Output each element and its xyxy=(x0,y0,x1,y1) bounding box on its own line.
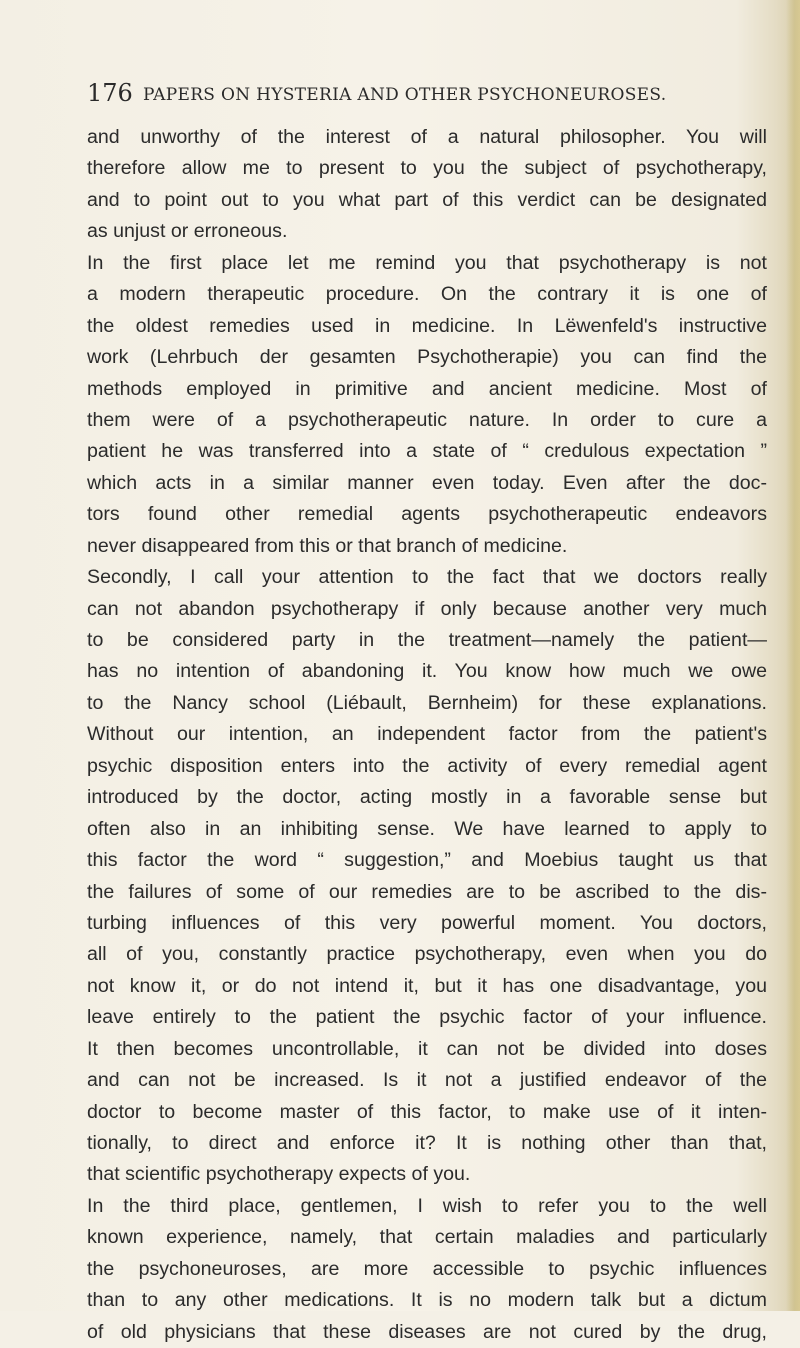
text-line: introduced by the doctor, acting mostly in a favorable sense but xyxy=(87,786,767,809)
text-line: known experience, namely, that certain maladies and particularly xyxy=(87,1226,767,1249)
text-line: the psychoneuroses, are more accessible to psychic influences xyxy=(87,1257,767,1280)
text-line: tors found other remedial agents psychotherapeutic endeavors xyxy=(87,503,767,526)
text-line: them were of a psychotherapeutic nature. In order to cure a xyxy=(87,408,767,431)
running-title: PAPERS ON HYSTERIA AND OTHER PSYCHONEUROSES. xyxy=(143,85,667,105)
text-line: In the first place let me remind you that psychotherapy is not xyxy=(87,251,767,274)
text-line: leave entirely to the patient the psychic factor of your influence. xyxy=(87,1006,767,1029)
text-line: which acts in a similar manner even today. Even after the doc- xyxy=(87,471,767,494)
body-text xyxy=(87,122,767,1348)
running-head xyxy=(87,80,767,108)
text-line: of old physicians that these diseases are not cured by the drug, xyxy=(87,1320,767,1343)
text-line: to the Nancy school (Liébault, Bernheim) for these explanations. xyxy=(87,691,767,714)
text-line: and unworthy of the interest of a natural philosopher. You will xyxy=(87,126,767,148)
page-number: 176 xyxy=(87,79,133,107)
text-line: It then becomes uncontrollable, it can not be divided into doses xyxy=(87,1037,767,1060)
text-line: as unjust or erroneous. xyxy=(87,220,288,243)
text-line: and can not be increased. Is it not a justified endeavor of the xyxy=(87,1069,767,1092)
text-line: doctor to become master of this factor, to make use of it inten- xyxy=(87,1100,767,1123)
text-line: has no intention of abandoning it. You know how much we owe xyxy=(87,660,767,683)
text-line: Secondly, I call your attention to the fact that we doctors really xyxy=(87,566,767,589)
text-line: therefore allow me to present to you the subject of psychotherapy, xyxy=(87,157,767,180)
text-line: tionally, to direct and enforce it? It is nothing other than that, xyxy=(87,1132,767,1154)
text-line: all of you, constantly practice psychotherapy, even when you do xyxy=(87,943,767,966)
text-line: the oldest remedies used in medicine. In Lëwenfeld's instructive xyxy=(87,314,767,337)
page-edge-shadow xyxy=(786,0,800,1311)
text-line: not know it, or do not intend it, but it has one disadvantage, you xyxy=(87,974,767,997)
text-line: psychic disposition enters into the activity of every remedial agent xyxy=(87,754,767,777)
text-line: work (Lehrbuch der gesamten Psychotherapie) you can find the xyxy=(87,346,767,369)
text-line: can not abandon psychotherapy if only because another very much xyxy=(87,597,767,620)
text-line: that scientific psychotherapy expects of you. xyxy=(87,1163,471,1186)
text-line: In the third place, gentlemen, I wish to refer you to the well xyxy=(87,1194,767,1217)
text-line: and to point out to you what part of this verdict can be designated xyxy=(87,188,767,211)
text-line: often also in an inhibiting sense. We have learned to apply to xyxy=(87,817,767,840)
text-line: Without our intention, an independent factor from the patient's xyxy=(87,723,767,746)
text-line: the failures of some of our remedies are to be ascribed to the dis- xyxy=(87,880,767,903)
text-line: patient he was transferred into a state of “ credulous expectation ” xyxy=(87,440,767,463)
text-line: this factor the word “ suggestion,” and Moebius taught us that xyxy=(87,849,767,872)
text-line: than to any other medications. It is no modern talk but a dictum xyxy=(87,1289,767,1312)
text-line: a modern therapeutic procedure. On the contrary it is one of xyxy=(87,283,767,306)
text-line: never disappeared from this or that branch of medicine. xyxy=(87,534,568,557)
text-line: turbing influences of this very powerful moment. You doctors, xyxy=(87,911,767,934)
text-line: to be considered party in the treatment—namely the patient— xyxy=(87,629,767,651)
text-line: methods employed in primitive and ancient medicine. Most of xyxy=(87,377,767,400)
